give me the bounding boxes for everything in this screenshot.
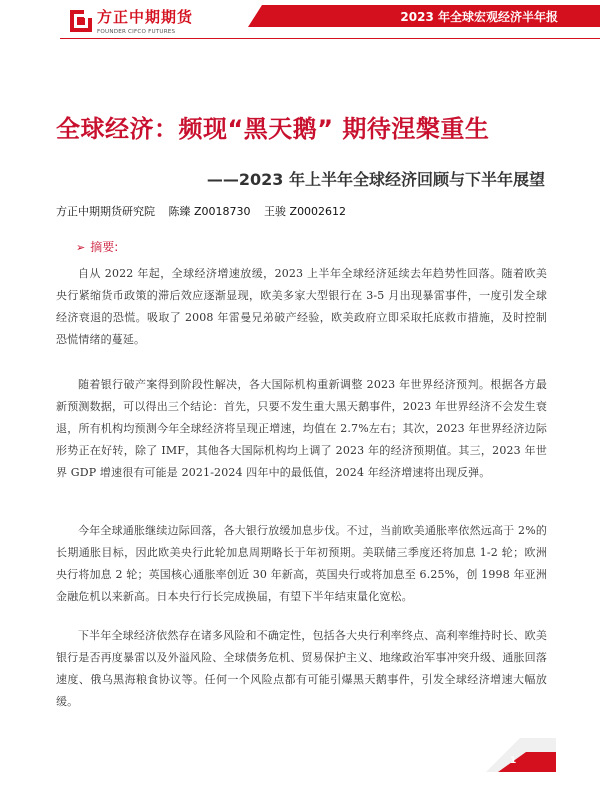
report-title: 2023 年全球宏观经济半年报 bbox=[400, 10, 558, 24]
logo-en-text: FOUNDER CIFCO FUTURES bbox=[97, 29, 176, 35]
company-logo bbox=[70, 8, 193, 35]
header-divider bbox=[60, 38, 600, 39]
author-1: 陈臻 Z0018730 bbox=[168, 205, 251, 218]
report-banner bbox=[248, 5, 600, 27]
page-number-badge bbox=[486, 738, 556, 772]
paragraph: 今年全球通胀继续边际回落，各大银行放缓加息步伐。不过，当前欧美通胀率依然远高于 2%的长期通胀目标，因此欧美央行此轮加息周期略长于年初预期。美联储三季度还将加息 1-2 轮；欧洲央行将加息 2 轮；英国核心通胀率创近 30 年新高，英国央行或将加息至 6.25%，创 1998 年亚洲金融危机以来新高。日本央行行长完成换届，有望下半年结束量化宽松。 bbox=[56, 524, 547, 603]
paragraph: 自从 2022 年起，全球经济增速放缓，2023 上半年全球经济延续去年趋势性回落。随着欧美央行紧缩货币政策的滞后效应逐渐显现，欧美多家大型银行在 3-5 月出现暴雷事件，一度引发全球经济衰退的恐慌。吸取了 2008 年雷曼兄弟破产经验，欧美政府立即采取托底救市措施，及时控制恐慌情绪的蔓延。 bbox=[56, 267, 547, 346]
page-title: 全球经济：频现“黑天鹅” 期待涅槃重生 bbox=[56, 115, 490, 143]
logo-cn-text: 方正中期期货 bbox=[97, 8, 194, 26]
author-line bbox=[56, 203, 356, 219]
page-badge-shape bbox=[486, 738, 556, 772]
summary-label: 摘要: bbox=[90, 240, 119, 254]
author-2: 王骏 Z0002612 bbox=[264, 205, 347, 218]
summary-heading bbox=[76, 238, 118, 255]
paragraph: 随着银行破产案得到阶段性解决，各大国际机构重新调整 2023 年世界经济预判。根据各方最新预测数据，可以得出三个结论：首先，只要不发生重大黑天鹅事件，2023 年世界经济不会发生衰退，所有机构均预测今年全球经济将呈现正增速，均值在 2.7%左右；其次，2023 年世界经济边际形势正在好转，除了 IMF，其他各大国际机构均上调了 2023 年的经济预期值。其三，2023 年世界 GDP 增速很有可能是 2021-2024 四年中的最低值，2024 年经济增速将出现反弹。 bbox=[56, 378, 547, 479]
page-subtitle: ——2023 年上半年全球经济回顾与下半年展望 bbox=[206, 170, 545, 189]
institute-name: 方正中期期货研究院 bbox=[56, 205, 155, 218]
logo-icon bbox=[70, 10, 92, 32]
page-header bbox=[0, 0, 600, 56]
paragraph: 下半年全球经济依然存在诸多风险和不确定性，包括各大央行利率终点、高利率维持时长、欧美银行是否再度暴雷以及外溢风险、全球债务危机、贸易保护主义、地缘政治军事冲突升级、通胀回落速度、俄乌黑海粮食协议等。任何一个风险点都有可能引爆黑天鹅事件，引发全球经济增速大幅放缓。 bbox=[56, 629, 547, 708]
page-number: 1 bbox=[510, 756, 517, 766]
arrow-right-icon: ➢ bbox=[76, 241, 86, 254]
